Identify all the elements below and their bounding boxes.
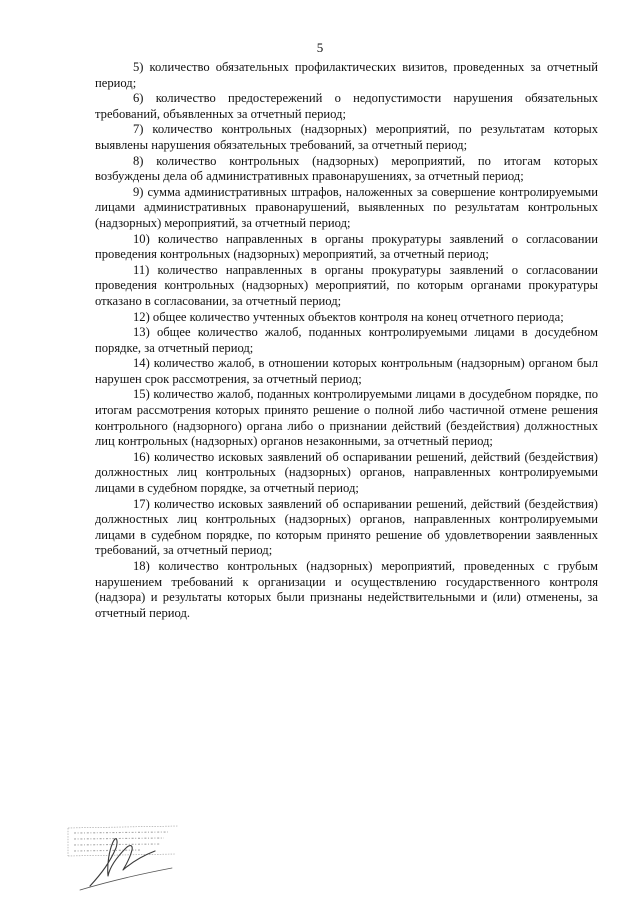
list-item-13: 13) общее количество жалоб, поданных контролируемыми лицами в досудебном порядке, за отчетный период; (95, 325, 598, 355)
signature-stamp (60, 818, 210, 893)
list-item-17: 17) количество исковых заявлений об оспаривании решений, действий (бездействия) должностных лиц контрольных (надзорных) органов, направленных контролируемыми лицами в судебном порядке, по которым принято решение об удовлетворении заявленных требований, за отчетный период; (95, 496, 598, 558)
list-item-18: 18) количество контрольных (надзорных) мероприятий, проведенных с грубым нарушением требований к организации и осуществлению государственного контроля (надзора) и результаты которых были признаны недействительными и (или) отменены, за отчетный период. (95, 559, 598, 620)
list-item-12: 12) общее количество учтенных объектов контроля на конец отчетного периода; (133, 309, 564, 324)
list-item-11: 11) количество направленных в органы прокуратуры заявлений о согласовании проведения контрольных (надзорных) мероприятий, по которым органами прокуратуры отказано в согласовании, за отчетный период; (95, 262, 598, 308)
list-item-6: 6) количество предостережений о недопустимости нарушения обязательных требований, объявленных за отчетный период; (95, 91, 598, 121)
signature-flourish (80, 868, 172, 890)
document-body (95, 60, 598, 621)
list-item-14: 14) количество жалоб, в отношении которых контрольным (надзорным) органом был нарушен срок рассмотрения, за отчетный период; (95, 356, 598, 386)
list-item-5: 5) количество обязательных профилактических визитов, проведенных за отчетный период; (95, 60, 598, 90)
list-item-15: 15) количество жалоб, поданных контролируемыми лицами в досудебном порядке, по итогам рассмотрения которых принято решение о полной либо частичной отмене решения контрольного (надзорного) органа либо о признании действий (бездействия) должностных лиц контрольных (надзорных) органов незаконными, за отчетный период; (95, 387, 598, 449)
list-item-8: 8) количество контрольных (надзорных) мероприятий, по итогам которых возбуждены дела об административных правонарушениях, за отчетный период; (95, 153, 598, 184)
list-item-7: 7) количество контрольных (надзорных) мероприятий, по результатам которых выявлены нарушения обязательных требований, за отчетный период; (95, 122, 598, 152)
stamp-text-lines (74, 832, 168, 851)
list-item-16: 16) количество исковых заявлений об оспаривании решений, действий (бездействия) должностных лиц контрольных (надзорных) органов, направленных контролируемыми лицами в судебном порядке, за отчетный период; (95, 449, 598, 496)
list-item-9: 9) сумма административных штрафов, наложенных за совершение контролируемыми лицами административных правонарушений, выявленных по результатам контрольных (надзорных) мероприятий, за отчетный период; (95, 184, 598, 230)
list-item-10: 10) количество направленных в органы прокуратуры заявлений о согласовании проведения контрольных (надзорных) мероприятий, за отчетный период; (95, 231, 598, 262)
page-number: 5 (316, 40, 324, 55)
